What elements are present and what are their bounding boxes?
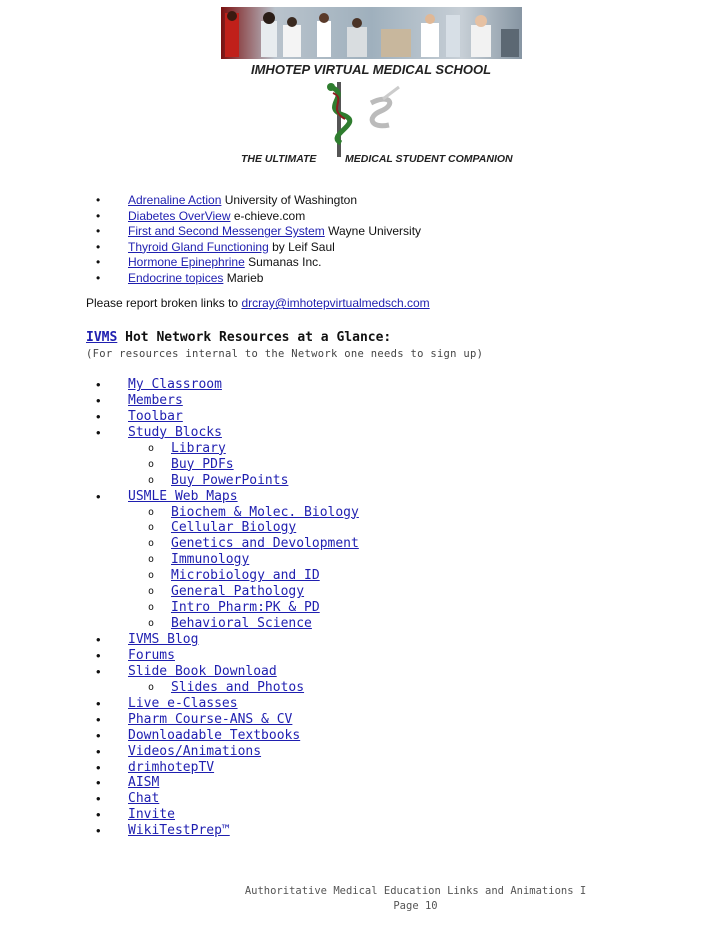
network-heading-text: Hot Network Resources at a Glance: [125,330,392,345]
network-resource-link[interactable]: Library [171,440,226,456]
resource-source: e-chieve.com [233,208,306,223]
list-item [96,224,421,240]
list-item [96,807,359,823]
resource-source: by Leif Saul [272,239,335,254]
network-heading [86,330,391,345]
network-resource-link[interactable]: General Pathology [171,584,305,600]
resource-source: University of Washington [224,193,358,207]
network-note: (For resources internal to the Network one needs to sign up) [86,348,484,360]
resource-link[interactable]: Diabetes OverView [128,208,231,223]
network-resource-link[interactable]: Buy PDFs [171,456,234,472]
network-resource-link[interactable]: USMLE Web Maps [128,488,238,504]
resource-source: Wayne University [328,224,422,238]
sub-list-item [96,441,359,457]
network-resource-link[interactable]: WikiTestPrep™ [128,823,230,839]
list-item [96,193,421,209]
network-resource-link[interactable]: Slide Book Download [128,663,277,679]
sub-list-item [96,505,359,521]
sub-list-item [96,552,359,568]
report-broken-links [86,296,430,310]
list-item [96,712,359,728]
network-resource-link[interactable]: drimhotepTV [128,759,215,775]
list-item [96,728,359,744]
report-email-link[interactable]: drcray@imhotepvirtualmedsch.com [241,296,430,310]
network-resource-link[interactable]: Invite [128,807,175,823]
network-resource-list [96,377,359,839]
resource-link[interactable]: Adrenaline Action [128,193,222,207]
list-item [96,409,359,425]
network-resource-link[interactable]: Genetics and Devolopment [171,536,359,552]
sub-list-item [96,473,359,489]
svg-text:MEDICAL STUDENT COMPANION: MEDICAL STUDENT COMPANION [345,153,513,165]
resource-link[interactable]: Endocrine topices [128,270,224,285]
sub-list-item [96,520,359,536]
list-item [96,696,359,712]
resource-link[interactable]: First and Second Messenger System [128,224,325,238]
list-item [96,209,421,225]
network-resource-link[interactable]: Downloadable Textbooks [128,727,301,743]
sub-list-item [96,457,359,473]
network-resource-link[interactable]: Chat [128,791,160,807]
svg-text:IMHOTEP VIRTUAL MEDICAL SCHOOL: IMHOTEP VIRTUAL MEDICAL SCHOOL [250,62,492,77]
network-resource-link[interactable]: Intro Pharm:PK & PD [171,600,320,616]
list-item [96,393,359,409]
list-item [96,425,359,441]
network-resource-link[interactable]: Live e-Classes [128,695,238,711]
network-resource-link[interactable]: Toolbar [128,408,183,424]
list-item [96,632,359,648]
network-resource-link[interactable]: Slides and Photos [171,679,305,695]
footer-title: Authoritative Medical Education Links and Animations I [244,885,587,897]
network-resource-link[interactable]: Pharm Course-ANS & CV [128,711,293,727]
network-resource-link[interactable]: Immunology [171,552,250,568]
banner-graphic [221,7,522,187]
network-resource-link[interactable]: Behavioral Science [171,616,312,632]
list-item [96,823,359,839]
network-resource-link[interactable]: Forums [128,647,175,663]
list-item [96,648,359,664]
list-item [96,489,359,505]
list-item [96,775,359,791]
resource-link[interactable]: Hormone Epinephrine [128,255,245,269]
list-item [96,240,421,256]
network-resource-link[interactable]: Microbiology and ID [171,568,320,584]
sub-list-item [96,616,359,632]
resource-source: Sumanas Inc. [248,255,322,269]
resource-link[interactable]: Thyroid Gland Functioning [128,239,269,254]
network-resource-link[interactable]: Members [128,392,183,408]
list-item [96,255,421,271]
resource-source: Marieb [226,270,264,285]
svg-text:THE ULTIMATE: THE ULTIMATE [241,153,317,165]
list-item [96,377,359,393]
sub-list-item [96,584,359,600]
network-resource-link[interactable]: My Classroom [128,377,222,392]
sub-list-item [96,536,359,552]
ivms-link[interactable]: IVMS [86,330,118,345]
network-resource-link[interactable]: Buy PowerPoints [171,472,289,488]
list-item [96,271,421,287]
network-resource-link[interactable]: Videos/Animations [128,743,262,759]
school-banner-logo [221,7,522,187]
network-resource-link[interactable]: Cellular Biology [171,520,297,536]
page-footer [0,884,728,914]
sub-list-item [96,680,359,696]
network-resource-link[interactable]: Biochem & Molec. Biology [171,504,359,520]
list-item [96,791,359,807]
page-number: Page 10 [393,900,438,912]
network-resource-link[interactable]: IVMS Blog [128,632,199,647]
endocrine-link-list [96,193,421,286]
network-resource-link[interactable]: AISM [128,775,160,791]
list-item [96,664,359,680]
list-item [96,760,359,776]
sub-list-item [96,600,359,616]
sub-list-item [96,568,359,584]
list-item [96,744,359,760]
network-resource-link[interactable]: Study Blocks [128,424,222,440]
report-text: Please report broken links to [86,296,239,310]
